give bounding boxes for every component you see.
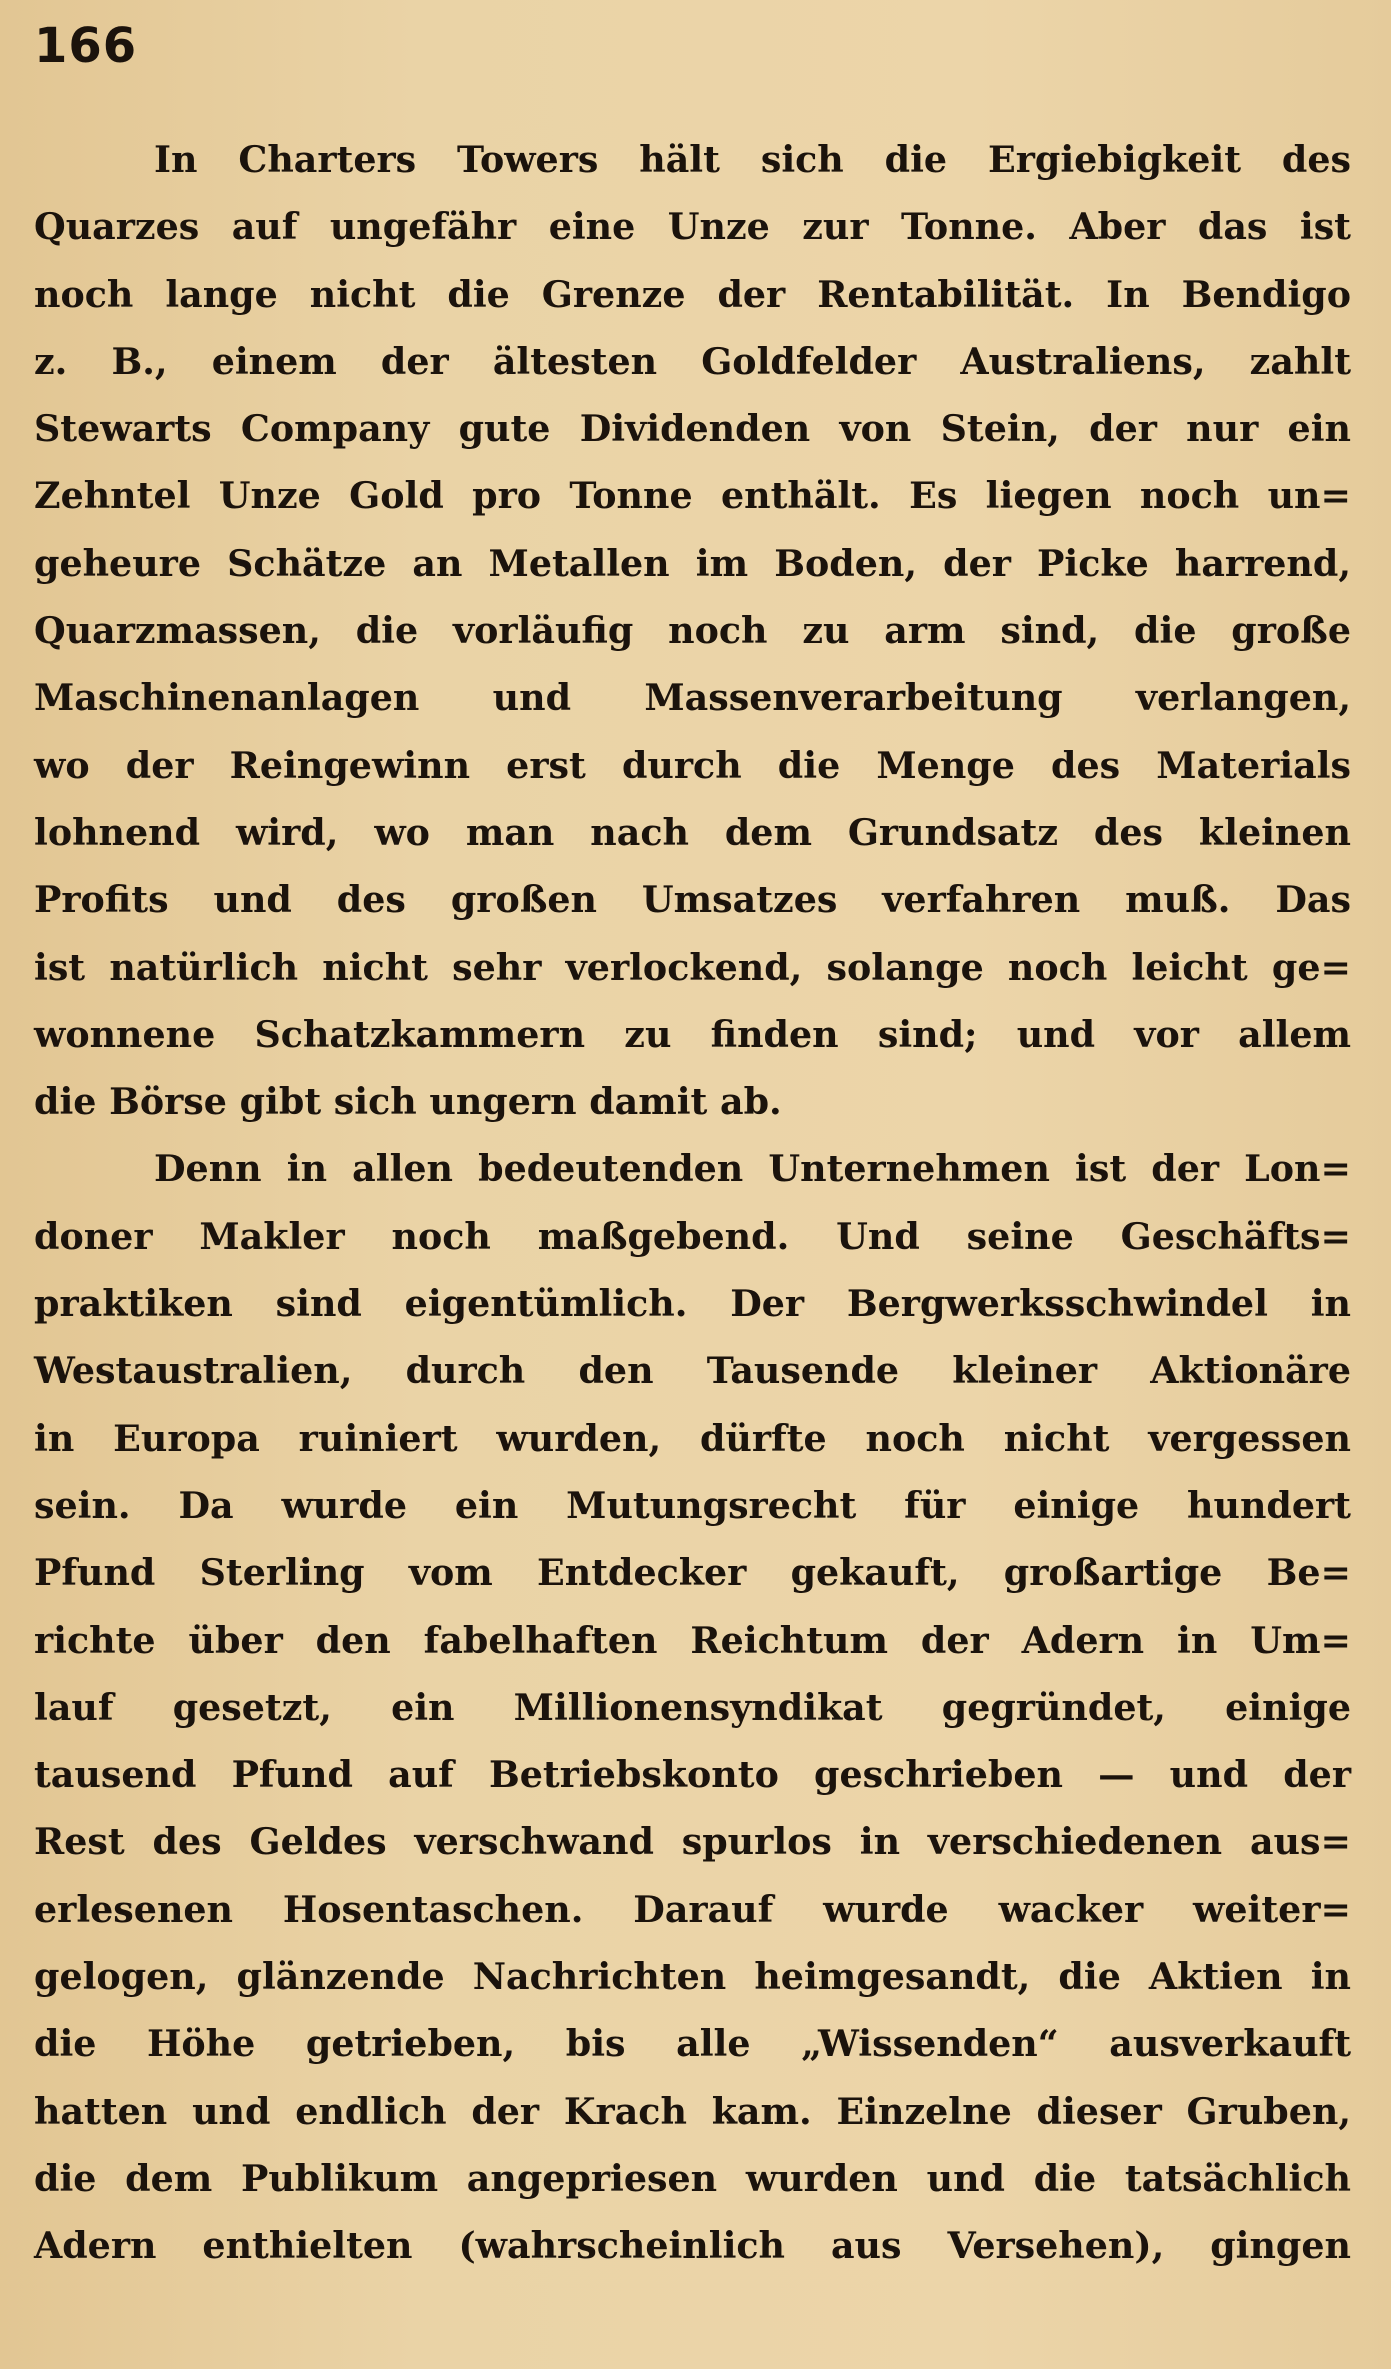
text-line: richte über den fabelhaften Reichtum der Adern in Um=	[34, 1618, 1351, 1662]
text-line: Quarzmassen, die vorläufig noch zu arm sind, die große	[34, 609, 1351, 653]
text-line: sein. Da wurde ein Mutungsrecht für einige hundert	[34, 1483, 1351, 1527]
text-line: Denn in allen bedeutenden Unternehmen ist der Lon=	[154, 1147, 1351, 1191]
page-number: 166	[34, 18, 138, 74]
text-line: In Charters Towers hält sich die Ergiebigkeit des	[154, 138, 1351, 181]
text-line: Zehntel Unze Gold pro Tonne enthält. Es liegen noch un=	[34, 474, 1351, 518]
text-line: die Höhe getrieben, bis alle „Wissenden“ ausverkauft	[34, 2022, 1351, 2066]
text-line: doner Makler noch maßgebend. Und seine Geschäfts=	[34, 1214, 1351, 1258]
text-line: die Börse gibt sich ungern damit ab.	[34, 1080, 782, 1124]
body-text	[34, 126, 1351, 2280]
text-line: erlesenen Hosentaschen. Darauf wurde wacker weiter=	[34, 1887, 1351, 1931]
text-line: lauf gesetzt, ein Millionensyndikat gegründet, einige	[34, 1685, 1351, 1729]
text-line: z. B., einem der ältesten Goldfelder Australiens, zahlt	[34, 339, 1351, 383]
text-line: Rest des Geldes verschwand spurlos in verschiedenen aus=	[34, 1820, 1351, 1864]
text-line: noch lange nicht die Grenze der Rentabilität. In Bendigo	[34, 272, 1351, 316]
text-line: geheure Schätze an Metallen im Boden, der Picke harrend,	[34, 541, 1351, 585]
text-line: die dem Publikum angepriesen wurden und die tatsächlich	[34, 2156, 1351, 2200]
text-line: Stewarts Company gute Dividenden von Stein, der nur ein	[34, 407, 1351, 451]
text-line: Adern enthielten (wahrscheinlich aus Versehen), gingen	[34, 2224, 1351, 2268]
text-line: Quarzes auf ungefähr eine Unze zur Tonne. Aber das ist	[34, 205, 1351, 249]
text-line: Pfund Sterling vom Entdecker gekauft, großartige Be=	[34, 1551, 1351, 1595]
text-line: lohnend wird, wo man nach dem Grundsatz des kleinen	[34, 810, 1351, 854]
text-line: Maschinenanlagen und Massenverarbeitung verlangen,	[34, 676, 1351, 720]
text-line: tausend Pfund auf Betriebskonto geschrieben — und der	[34, 1753, 1351, 1797]
text-line: wo der Reingewinn erst durch die Menge des Materials	[34, 743, 1351, 787]
paragraph-1	[34, 126, 1351, 1135]
text-line: praktiken sind eigentümlich. Der Bergwerksschwindel in	[34, 1282, 1351, 1326]
text-line: wonnene Schatzkammern zu finden sind; und vor allem	[34, 1012, 1351, 1056]
text-line: Westaustralien, durch den Tausende kleiner Aktionäre	[34, 1349, 1351, 1393]
text-line: ist natürlich nicht sehr verlockend, solange noch leicht ge=	[34, 945, 1351, 989]
text-line: in Europa ruiniert wurden, dürfte noch nicht vergessen	[34, 1416, 1351, 1460]
paragraph-2	[34, 1135, 1351, 2279]
text-line: hatten und endlich der Krach kam. Einzelne dieser Gruben,	[34, 2089, 1351, 2133]
text-line: Profits und des großen Umsatzes verfahren muß. Das	[34, 878, 1351, 922]
text-line: gelogen, glänzende Nachrichten heimgesandt, die Aktien in	[34, 1955, 1351, 1999]
